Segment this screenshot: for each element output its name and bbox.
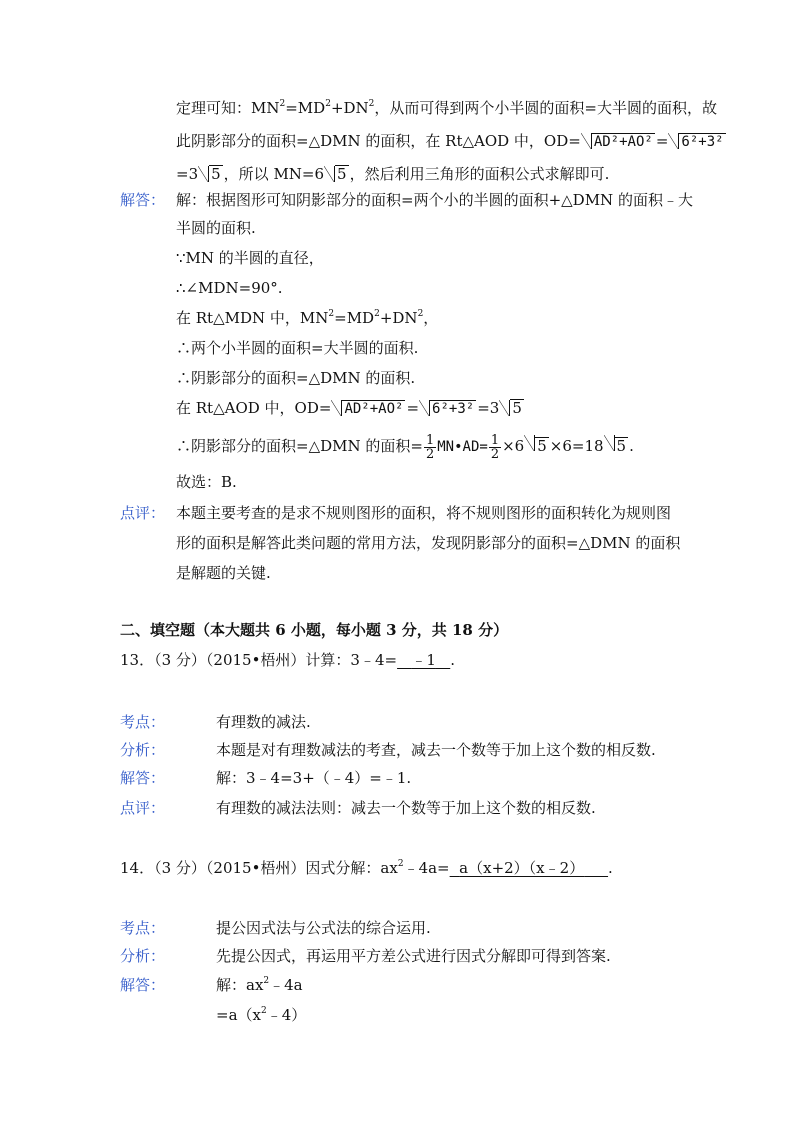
q13-stem: 13．（3 分）（2015•梧州）计算：3﹣4= ﹣1 . [120, 651, 456, 669]
analysis-line-2: 此阴影部分的面积=△DMN 的面积，在 Rt△AOD 中，OD= AD²+AO² = 6²+3² [176, 132, 724, 150]
q13-answer: ﹣1 [411, 651, 436, 669]
solution-tag: 解答： [120, 191, 166, 209]
section-heading: 二、填空题（本大题共 6 小题，每小题 3 分，共 18 分） [120, 621, 509, 639]
fraction-half-1: $\frac{1}{2}$ [425, 432, 435, 462]
q13-jieda: 解：3﹣4=3+（﹣4）=﹣1. [216, 769, 412, 787]
comment-line-1: 本题主要考查的是求不规则图形的面积，将不规则图形的面积转化为规则图 [176, 504, 672, 522]
analysis-line-1: 定理可知：$MN^2=MD^2+DN^2$，从而可得到两个小半圆的面积=大半圆的面积，故 [176, 99, 717, 117]
q13-kaodian: 有理数的减法. [216, 713, 311, 731]
sqrt-ad-ao: AD²+AO² [581, 131, 655, 151]
solution-line-1: 解：根据图形可知阴影部分的面积=两个小的半圆的面积+△DMN 的面积﹣大 [176, 191, 693, 209]
q14-answer: a（x+2）（x﹣2） [459, 859, 585, 877]
q13-fenxi-tag: 分析： [120, 741, 166, 759]
solution-line-6: ∴两个小半圆的面积=大半圆的面积. [176, 339, 419, 357]
solution-line-4: ∴∠MDN=90°. [176, 279, 283, 297]
q13-kaodian-tag: 考点： [120, 713, 166, 731]
solution-line-3: ∵MN 的半圆的直径， [176, 249, 324, 267]
q14-kaodian: 提公因式法与公式法的综合运用. [216, 919, 431, 937]
comment-line-2: 形的面积是解答此类问题的常用方法，发现阴影部分的面积=△DMN 的面积 [176, 534, 681, 552]
solution-line-2: 半圆的面积. [176, 219, 256, 237]
q14-jieda-tag: 解答： [120, 976, 166, 994]
q13-jieda-tag: 解答： [120, 769, 166, 787]
solution-line-7: ∴阴影部分的面积=△DMN 的面积. [176, 369, 416, 387]
fraction-half-2: $\frac{1}{2}$ [490, 432, 500, 462]
analysis-line-3: =3 5 ，所以 MN=6 5 ，然后利用三角形的面积公式求解即可. [176, 165, 610, 183]
solution-line-9: ∴阴影部分的面积=△DMN 的面积= $\frac{1}{2}$ MN•AD= $\frac{1}{2}$ ×6 5 ×6=18 5 . [176, 432, 634, 462]
q13-fenxi: 本题是对有理数减法的考查，减去一个数等于加上这个数的相反数. [216, 741, 656, 759]
solution-line-5: 在 Rt△MDN 中，$MN^2=MD^2+DN^2$， [176, 309, 439, 327]
q14-stem: 14．（3 分）（2015•梧州）因式分解：$ax^2﹣4a=$ a（x+2）（x﹣2） . [120, 859, 613, 877]
comment-line-3: 是解题的关键. [176, 564, 271, 582]
q14-fenxi-tag: 分析： [120, 947, 166, 965]
q14-jieda-line-1: 解：$ax^2﹣4a$ [216, 976, 303, 994]
q14-fenxi: 先提公因式，再运用平方差公式进行因式分解即可得到答案. [216, 947, 611, 965]
solution-line-10: 故选：B. [176, 473, 237, 491]
sqrt-6-3: 6²+3² [668, 131, 725, 151]
q13-dianping-tag: 点评： [120, 799, 166, 817]
q13-dianping: 有理数的减法法则：减去一个数等于加上这个数的相反数. [216, 799, 596, 817]
comment-tag: 点评： [120, 504, 166, 522]
q14-kaodian-tag: 考点： [120, 919, 166, 937]
q14-jieda-line-2: $=a(x^2﹣4)$ [216, 1006, 307, 1024]
solution-line-8: 在 Rt△AOD 中，OD= AD²+AO² = 6²+3² =3 5 [176, 399, 522, 417]
